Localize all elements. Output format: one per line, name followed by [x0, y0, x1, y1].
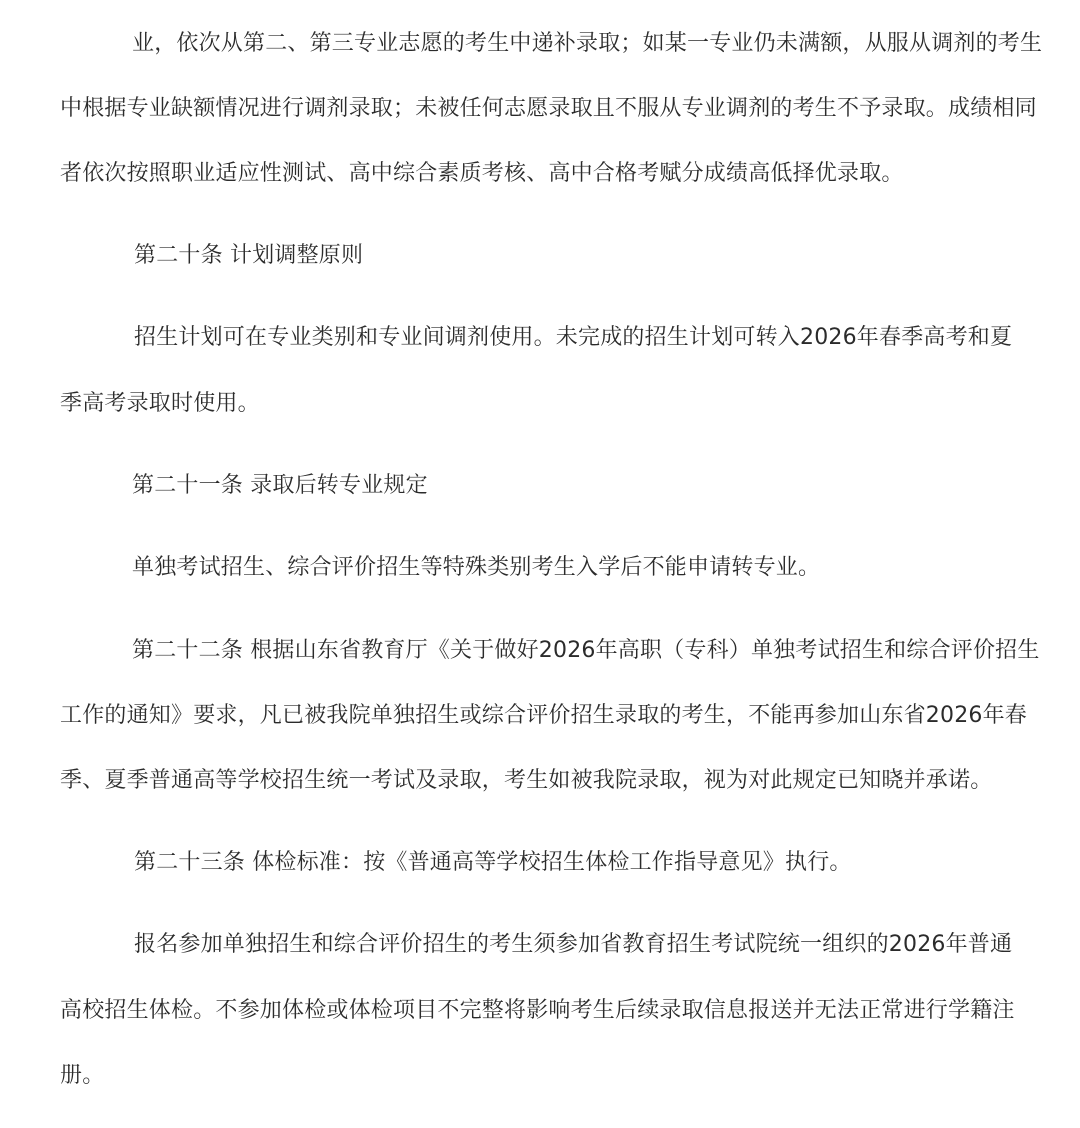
article-heading: 第二十三条 体检标准：按《普通高等学校招生体检工作指导意见》执行。: [134, 850, 852, 875]
paragraph-line: 者依次按照职业适应性测试、高中综合素质考核、高中合格考赋分成绩高低择优录取。: [60, 161, 904, 186]
article-heading: 第二十条 计划调整原则: [134, 243, 364, 268]
paragraph-line: 业，依次从第二、第三专业志愿的考生中递补录取；如某一专业仍未满额，从服从调剂的考生: [132, 31, 1043, 56]
paragraph-line: 高校招生体检。不参加体检或体检项目不完整将影响考生后续录取信息报送并无法正常进行学籍注: [60, 998, 1015, 1023]
paragraph-line: 中根据专业缺额情况进行调剂录取；未被任何志愿录取且不服从专业调剂的考生不予录取。成绩相同: [60, 96, 1037, 121]
paragraph-line: 季、夏季普通高等学校招生统一考试及录取，考生如被我院录取，视为对此规定已知晓并承诺。: [60, 768, 993, 793]
paragraph-line: 季高考录取时使用。: [60, 391, 260, 416]
paragraph-line: 工作的通知》要求，凡已被我院单独招生或综合评价招生录取的考生，不能再参加山东省2026年春: [60, 703, 1027, 728]
paragraph-line: 单独考试招生、综合评价招生等特殊类别考生入学后不能申请转专业。: [132, 555, 821, 580]
paragraph-line: 报名参加单独招生和综合评价招生的考生须参加省教育招生考试院统一组织的2026年普通: [134, 932, 1013, 957]
article-heading: 第二十一条 录取后转专业规定: [132, 473, 428, 498]
paragraph-line: 第二十二条 根据山东省教育厅《关于做好2026年高职（专科）单独考试招生和综合评价招生: [132, 638, 1040, 663]
paragraph-line: 招生计划可在专业类别和专业间调剂使用。未完成的招生计划可转入2026年春季高考和夏: [134, 325, 1013, 350]
paragraph-line: 册。: [60, 1063, 105, 1088]
